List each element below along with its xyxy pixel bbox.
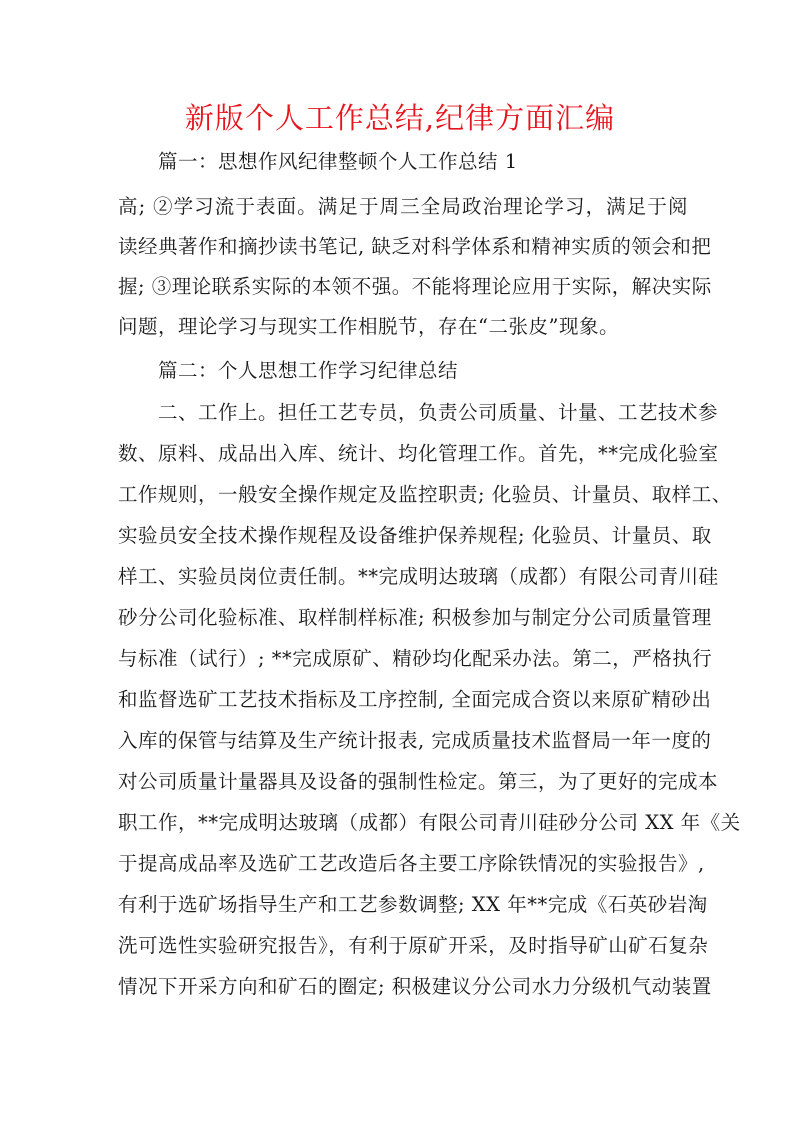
paragraph-line: 样工、实验员岗位责任制。**完成明达玻璃（成都）有限公司青川硅 <box>118 565 719 588</box>
paragraph-line: 情况下开采方向和矿石的圈定; 积极建议分公司水力分级机气动装置 <box>118 975 712 998</box>
section-heading-2: 篇二：个人思想工作学习纪律总结 <box>158 359 459 382</box>
paragraph-line: 工作规则，一般安全操作规定及监控职责; 化验员、计量员、取样工、 <box>118 483 732 506</box>
paragraph-line: 与标准（试行）; **完成原矿、精砂均化配采办法。第二，严格执行 <box>118 647 713 670</box>
paragraph-line: 砂分公司化验标准、取样制样标准; 积极参加与制定分公司质量管理 <box>118 606 712 629</box>
paragraph-line: 入库的保管与结算及生产统计报表, 完成质量技术监督局一年一度的 <box>118 729 712 752</box>
paragraph-line: 对公司质量计量器具及设备的强制性检定。第三，为了更好的完成本 <box>118 770 719 793</box>
paragraph-line: 握; ③理论联系实际的本领不强。不能将理论应用于实际，解决实际 <box>118 275 712 298</box>
section-heading-1: 篇一：思想作风纪律整顿个人工作总结 1 <box>158 150 518 173</box>
paragraph-line: 职工作，**完成明达玻璃（成都）有限公司青川硅砂分公司 XX 年《关 <box>118 811 741 834</box>
paragraph-line: 于提高成品率及选矿工艺改造后各主要工序除铁情况的实验报告》, <box>118 852 705 875</box>
paragraph-line: 实验员安全技术操作规程及设备维护保养规程; 化验员、计量员、取 <box>118 524 712 547</box>
paragraph-line: 数、原料、成品出入库、统计、均化管理工作。首先，**完成化验室 <box>118 442 719 465</box>
paragraph-line: 和监督选矿工艺技术指标及工序控制, 全面完成合资以来原矿精砂出 <box>118 688 712 711</box>
paragraph-line: 问题，理论学习与现实工作相脱节，存在“二张皮”现象。 <box>118 315 619 338</box>
paragraph-line: 读经典著作和摘抄读书笔记, 缺乏对科学体系和精神实质的领会和把 <box>118 235 712 258</box>
document-title: 新版个人工作总结,纪律方面汇编 <box>184 101 616 135</box>
paragraph-line: 洗可选性实验研究报告》，有利于原矿开采，及时指导矿山矿石复杂 <box>118 934 709 957</box>
paragraph-line: 高; ②学习流于表面。满足于周三全局政治理论学习，满足于阅 <box>118 195 688 218</box>
paragraph-line: 二、工作上。担任工艺专员，负责公司质量、计量、工艺技术参 <box>158 401 719 424</box>
paragraph-line: 有利于选矿场指导生产和工艺参数调整; XX 年**完成《石英砂岩淘 <box>118 893 708 916</box>
